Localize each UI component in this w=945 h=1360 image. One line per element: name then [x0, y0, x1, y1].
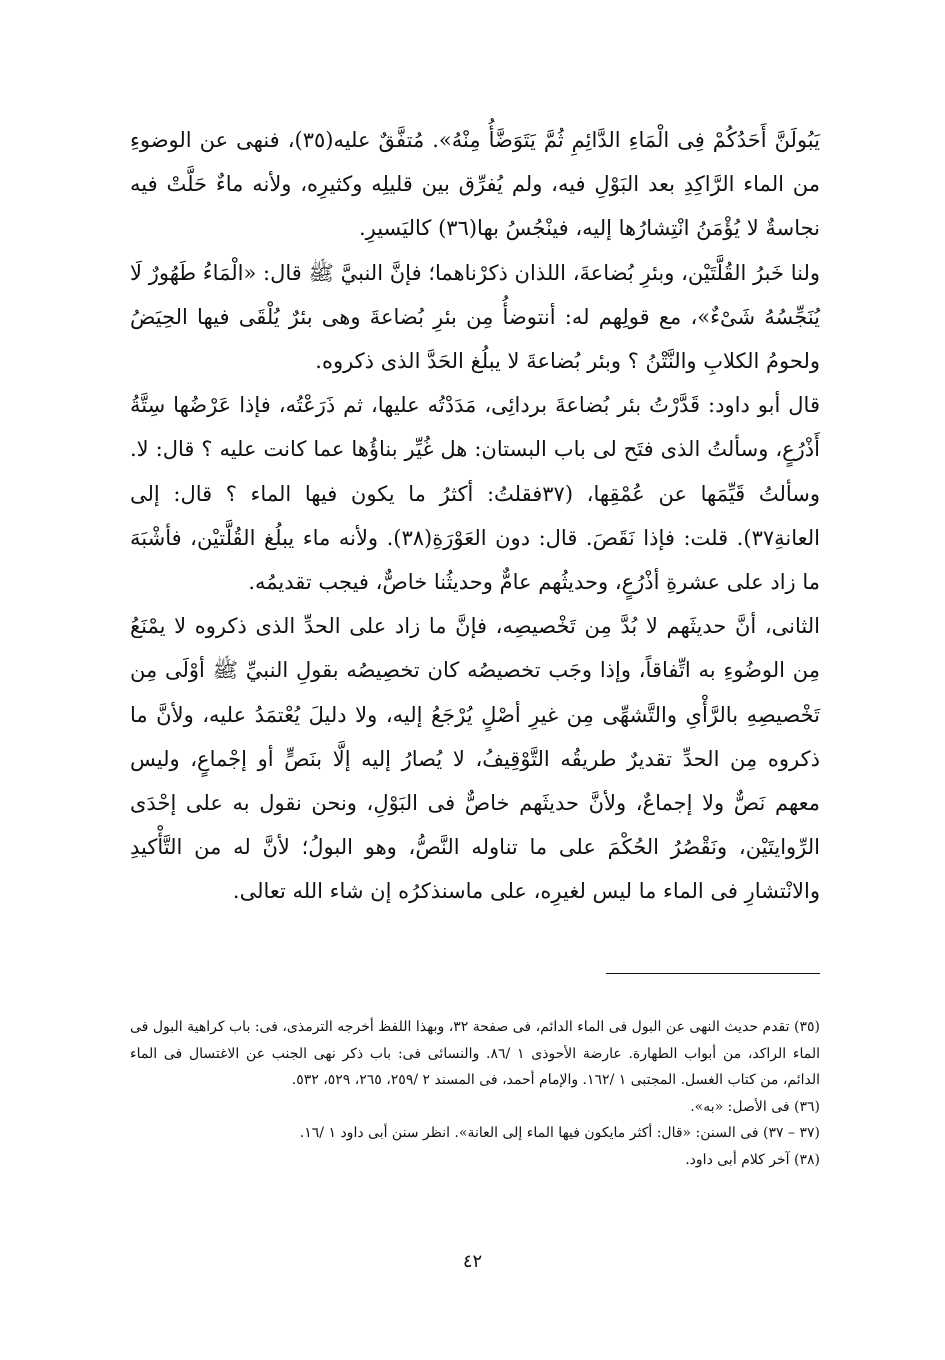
paragraph-1: يَبُولَنَّ أَحَدُكُمْ فِى الْمَاءِ الدَّائِمِ ثُمَّ يَتَوَضَّأُ مِنْهُ». مُتفَّقٌ عليه(٣٥)، فنهى عن الوضوءِ من الماء الرَّاكِدِ بعد البَوْلِ فيه، ولم يُفرِّق بين قليلِه وكثيرِه، ولأنه ماءٌ حَلَّتْ فيه نجاسةٌ لا يُؤْمَنُ انْتِشارُها إليه، فينْجُسُ بها(٣٦) كاليَسيرِ. [130, 128, 820, 241]
footnote-37: (٣٧ – ٣٧) فى السنن: «قال: أكثر مايكون فيها الماء إلى العانة». انظر سنن أبى داود ١ /١٦. [299, 1125, 820, 1141]
footnote-divider [606, 973, 820, 974]
paragraph-3: قال أبو داود: قَدَّرْتُ بئر بُضاعةَ بردائِى، مَدَدْتُه عليها، ثم ذَرَعْتُه، فإذا عَرْضُها سِتَّةُ أَذْرُعٍ، وسألتُ الذى فتَح لى باب البستان: هل غُيِّر بناؤُها عما كانت عليه ؟ قال: لا. وسألتُ قَيِّمَها عن عُمْقِها، (٣٧فقلتُ: أكثرُ ما يكون فيها الماء ؟ قال: إلى العانةِ٣٧). قلت: فإذا نَقَصَ. قال: دون العَوْرَةِ(٣٨). ولأنه ماء يبلُغ القُلَّتيْن، فأشْبَهَ ما زاد على عشرةِ أذْرُعٍ، وحديثُهم عامٌّ وحديثُنا خاصٌّ، فيجب تقديمُه. [130, 393, 820, 595]
page-number: ٤٢ [462, 1251, 483, 1272]
main-text [130, 118, 820, 914]
footnote-36: (٣٦) فى الأصل: «به». [690, 1098, 820, 1115]
footnotes [130, 1014, 820, 1173]
paragraph-4: الثانى، أنَّ حديثَهم لا بُدَّ مِن تَخْصيصِه، فإنَّ ما زاد على الحدِّ الذى ذكروه لا يمْنَعُ مِن الوضُوءِ به اتِّفاقاً، وإذا وجَب تخصيصُه كان تخصِيصُه بقولِ النبيِّ ﷺ أوْلَى مِن تَخْصيصِهِ بالرَّأْىِ والتَّشهِّى مِن غيرِ أصْلٍ يُرْجَعُ إليه، ولا دليلَ يُعْتمَدُ عليه، ولأنَّ ما ذكروه مِن الحدِّ تقديرٌ طريقُه التَّوْقِيفُ، لا يُصارُ إليه إلَّا بنَصٍّ أو إجْماعٍ، وليس معهم نَصٌّ ولا إجماعٌ، ولأنَّ حديثَهم خاصٌّ فى البَوْلِ، ونحن نقول به على إحْدَى الرِّوايتَيْن، ونَقْصُرُ الحُكْمَ على ما تناوله النَّصُّ، وهو البولُ؛ لأنَّ له من التَّأْكيدِ والانْتشارِ فى الماء ما ليس لغيرِه، على ماسنذكرُه إن شاء الله تعالى. [130, 614, 820, 904]
footnote-38: (٣٨) آخر كلام أبى داود. [685, 1151, 820, 1168]
footnote-35: (٣٥) تقدم حديث النهى عن البول فى الماء الدائم، فى صفحة ٣٢، وبهذا اللفظ أخرجه الترمذى، فى: باب كراهية البول فى الماء الراكد، من أبواب الطهارة. عارضة الأحوذى ١ /٨٦. والنسائى فى: باب ذكر نهى الجنب عن الاغتسال فى الماء الدائم، من كتاب الغسل. المجتبى ١ /١٦٢. والإمام أحمد، فى المسند ٢ /٢٥٩، ٢٦٥، ٥٢٩، ٥٣٢. [130, 1019, 821, 1088]
paragraph-2: ولنا خَبرُ القُلَّتَيْن، وبئرِ بُضاعةَ، اللذان ذكرْناهما؛ فإنَّ النبيَّ ﷺ قال: «الْمَاءُ طَهُورٌ لَا يُنَجِّسُهُ شَىْءٌ»، مع قولِهم له: أنتوضأُ مِن بئرِ بُضاعةَ وهى بئرٌ يُلْقَى فيها الحِيَضُ ولحومُ الكلابِ والنَّتْنُ ؟ وبئر بُضاعةَ لا يبلُغ الحَدَّ الذى ذكروه. [130, 260, 820, 374]
